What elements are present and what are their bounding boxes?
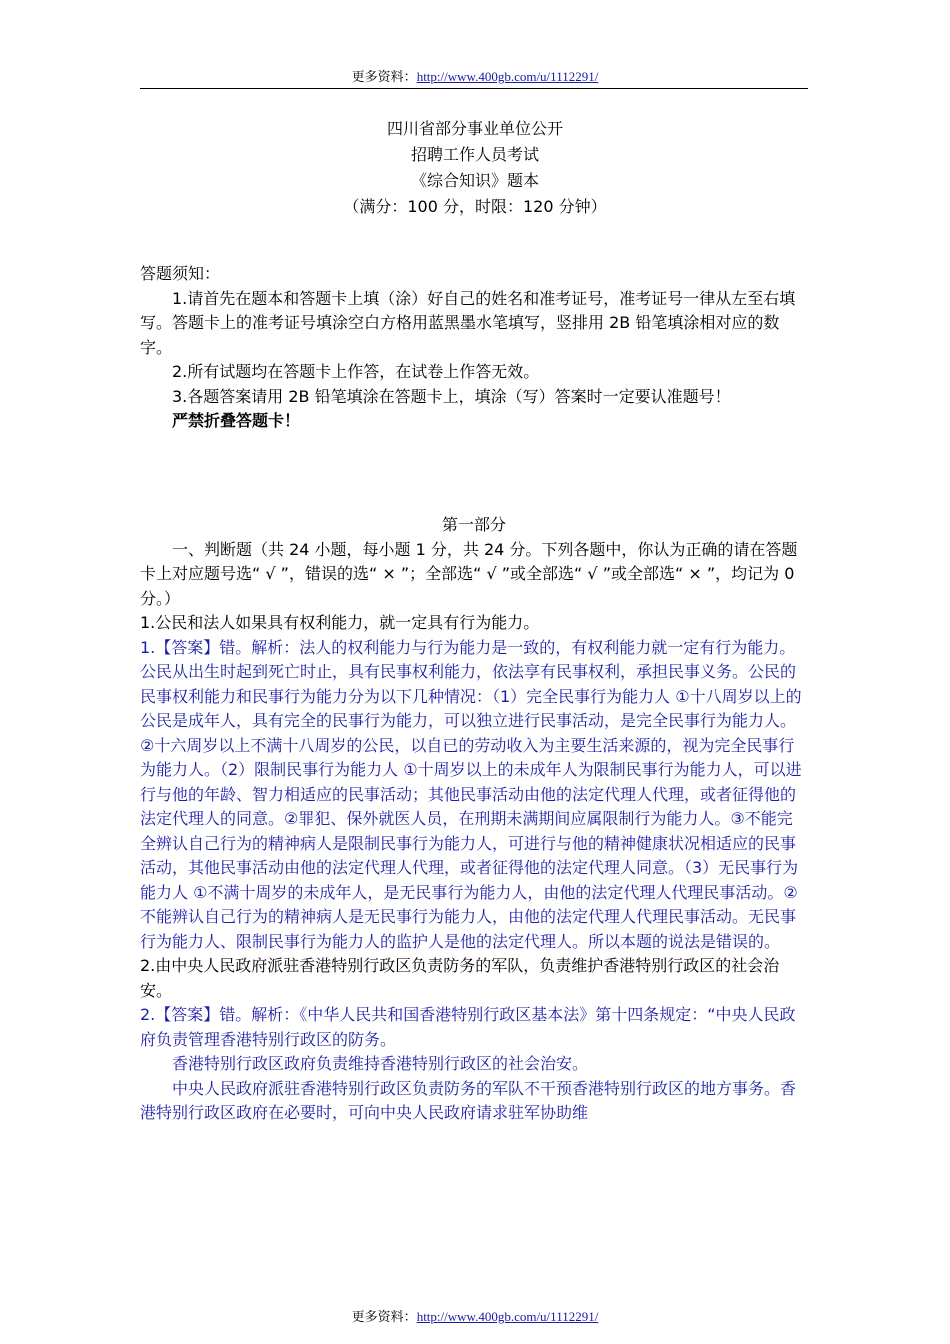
notice-item-1: 1.请首先在题本和答题卡上填（涂）好自己的姓名和准考证号，准考证号一律从左至右填写。答题卡上的准考证号填涂空白方格用蓝黑墨水笔填写，竖排用 2B 铅笔填涂相对应的数字。: [140, 288, 796, 357]
notice-heading: 答题须知：: [140, 264, 221, 283]
exam-title-block: [0, 116, 950, 220]
title-line-1: 四川省部分事业单位公开: [386, 119, 563, 138]
header-label: 更多资料：: [351, 69, 417, 84]
footer-label: 更多资料：: [351, 1309, 417, 1324]
part-one: [140, 513, 808, 1126]
question-1: 1.公民和法人如果具有权利能力，就一定具有行为能力。: [140, 613, 540, 632]
header-divider: [140, 88, 808, 89]
exam-notice: [140, 262, 808, 434]
notice-warning: 严禁折叠答题卡！: [172, 411, 301, 430]
answer-2: 2.【答案】错。解析：《中华人民共和国香港特别行政区基本法》第十四条规定：“中央人民政府负责管理香港特别行政区的防务。: [140, 1005, 796, 1049]
title-line-2: 招聘工作人员考试: [410, 145, 539, 164]
page-header: [0, 66, 950, 85]
part-heading: 第一部分: [441, 515, 506, 534]
header-link[interactable]: http://www.400gb.com/u/1112291/: [416, 69, 599, 84]
title-line-4: （满分：100 分，时限：120 分钟）: [343, 197, 607, 216]
answer-1: 1.【答案】错。解析：法人的权利能力与行为能力是一致的，有权利能力就一定有行为能力。公民从出生时起到死亡时止，具有民事权利能力，依法享有民事权利，承担民事义务。公民的民事权利能力和民事行为能力分为以下几种情况：（1）完全民事行为能力人 ①十八周岁以上的公民是成年人，具有完全的民事行为能力，可以独立进行民事活动，是完全民事行为能力人。 ②十六周岁以上不满十八周岁的公民，以自已的劳动收入为主要生活来源的，视为完全民事行为能力人。（2）限制民事行为能力人 ①十周岁以上的未成年人为限制民事行为能力人，可以进行与他的年龄、智力相适应的民事活动；其他民事活动由他的法定代理人代理，或者征得他的法定代理人的同意。②罪犯、保外就医人员，在刑期未满期间应属限制行为能力人。③不能完全辨认自己行为的精神病人是限制民事行为能力人，可进行与他的精神健康状况相适应的民事活动，其他民事活动由他的法定代理人代理，或者征得他的法定代理人同意。（3）无民事行为能力人 ①不满十周岁的未成年人，是无民事行为能力人，由他的法定代理人代理民事活动。②不能辨认自己行为的精神病人是无民事行为能力人，由他的法定代理人代理民事活动。无民事行为能力人、限制民事行为能力人的监护人是他的法定代理人。所以本题的说法是错误的。: [140, 637, 802, 951]
notice-item-3: 3.各题答案请用 2B 铅笔填涂在答题卡上，填涂（写）答案时一定要认准题号！: [172, 386, 731, 406]
notice-item-2: 2.所有试题均在答题卡上作答，在试卷上作答无效。: [172, 362, 540, 381]
page-footer: [0, 1306, 950, 1325]
section-intro: 一、判断题（共 24 小题，每小题 1 分，共 24 分。下列各题中，你认为正确的请在答题卡上对应题号选“ √ ”，错误的选“ × ”；全部选“ √ ”或全部选“ √ ”或全部选“ × ”，均记为 0 分。）: [140, 539, 798, 608]
title-line-3: 《综合知识》题本: [410, 171, 539, 190]
question-2: 2.由中央人民政府派驻香港特别行政区负责防务的军队，负责维护香港特别行政区的社会治安。: [140, 956, 780, 1000]
footer-link[interactable]: http://www.400gb.com/u/1112291/: [416, 1309, 599, 1324]
answer-2-paragraph-3: 中央人民政府派驻香港特别行政区负责防务的军队不干预香港特别行政区的地方事务。香港特别行政区政府在必要时，可向中央人民政府请求驻军协助维: [140, 1078, 797, 1122]
answer-2-paragraph-2: 香港特别行政区政府负责维持香港特别行政区的社会治安。: [172, 1054, 589, 1073]
